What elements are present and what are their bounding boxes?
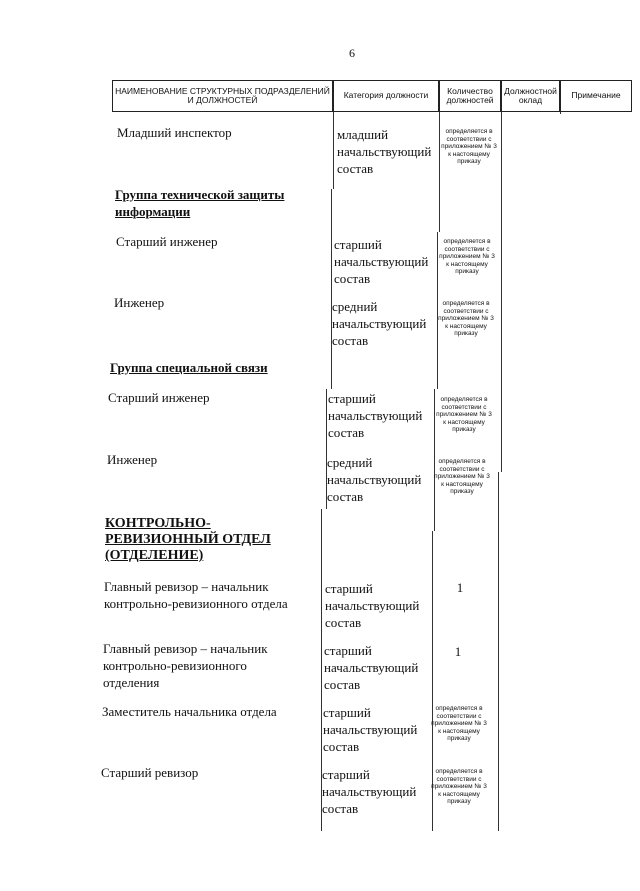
position-name: Инженер: [114, 295, 165, 310]
header-quantity-column: Количество должностей: [439, 80, 501, 112]
position-category: средний начальствующий состав: [332, 299, 427, 348]
position-quantity: 1: [454, 644, 462, 659]
position-quantity: 1: [456, 580, 464, 595]
position-name: Старший инженер: [116, 234, 218, 249]
position-category: старший начальствующий состав: [323, 705, 418, 754]
column-divider: [560, 112, 561, 114]
position-quantity: определяется в соответствии с приложением № 3 к настоящему приказу: [436, 396, 492, 433]
header-salary-column: Должностной оклад: [501, 80, 560, 112]
position-name: Главный ревизор – начальник контрольно-ревизионного отделения: [103, 641, 268, 690]
position-quantity: определяется в соответствии с приложением № 3 к настоящему приказу: [439, 238, 495, 275]
position-category: старший начальствующий состав: [325, 581, 420, 630]
position-name: Инженер: [107, 452, 158, 467]
page-number: 6: [349, 46, 355, 60]
group-heading: Группа специальной связи: [110, 360, 268, 375]
column-divider: [333, 112, 334, 189]
position-category: старший начальствующий состав: [328, 391, 423, 440]
position-category: средний начальствующий состав: [327, 455, 422, 504]
position-name: Старший ревизор: [101, 765, 199, 780]
position-quantity: определяется в соответствии с приложением № 3 к настоящему приказу: [441, 128, 497, 165]
position-name: Старший инженер: [108, 390, 210, 405]
position-category: старший начальствующий состав: [322, 767, 417, 816]
position-category: младший начальствующий состав: [337, 127, 432, 176]
position-quantity: определяется в соответствии с приложением № 3 к настоящему приказу: [431, 705, 487, 742]
column-divider: [501, 112, 502, 472]
position-name: Младший инспектор: [117, 125, 232, 140]
header-note-column: Примечание: [560, 80, 632, 112]
position-quantity: определяется в соответствии с приложением № 3 к настоящему приказу: [438, 300, 494, 337]
position-quantity: определяется в соответствии с приложением № 3 к настоящему приказу: [434, 458, 490, 495]
position-name: Заместитель начальника отдела: [102, 704, 277, 719]
column-divider: [498, 472, 499, 831]
header-category-column: Категория должности: [333, 80, 439, 112]
position-quantity: определяется в соответствии с приложением № 3 к настоящему приказу: [431, 768, 487, 805]
position-category: старший начальствующий состав: [334, 237, 429, 286]
position-name: Главный ревизор – начальник контрольно-ревизионного отдела: [104, 579, 288, 611]
department-heading: КОНТРОЛЬНО-РЕВИЗИОННЫЙ ОТДЕЛ (ОТДЕЛЕНИЕ): [105, 516, 271, 563]
group-heading: Группа технической защиты информации: [115, 187, 285, 219]
position-category: старший начальствующий состав: [324, 643, 419, 692]
column-divider: [331, 189, 332, 389]
header-name-column: НАИМЕНОВАНИЕ СТРУКТУРНЫХ ПОДРАЗДЕЛЕНИЙ И ДОЛЖНОСТЕЙ: [112, 80, 333, 112]
